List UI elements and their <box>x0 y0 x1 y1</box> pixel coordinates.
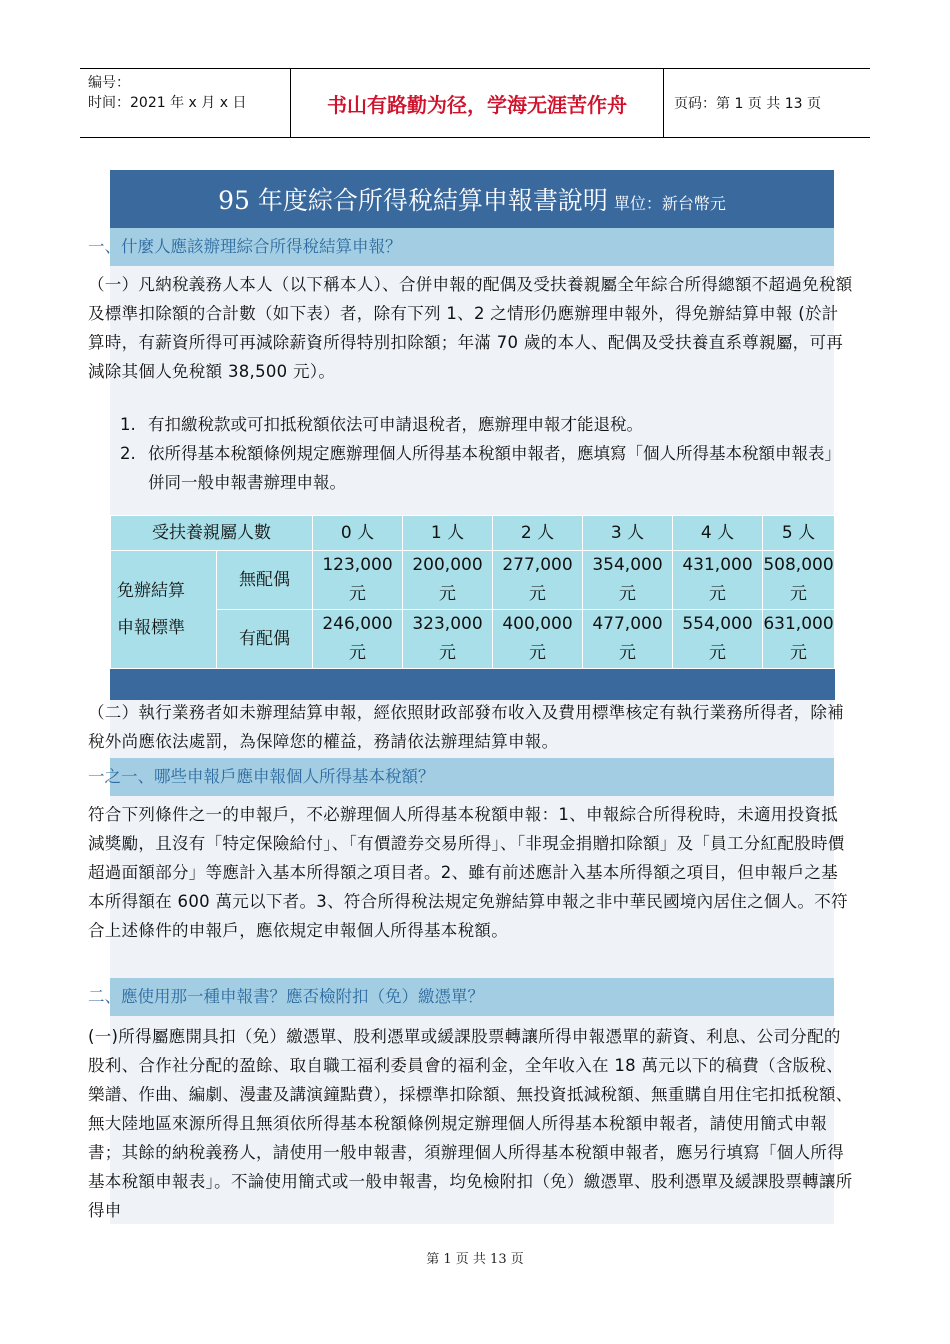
exemption-threshold-table <box>110 515 835 700</box>
table-row <box>111 551 835 610</box>
section-2-paragraph: (一)所得屬應開具扣（免）繳憑單、股利憑單或緩課股票轉讓所得申報憑單的薪資、利息、公司分配的股利、合作社分配的盈餘、取自職工福利委員會的福利金，全年收入在 18 萬元以下的稿費（含版稅、樂譜、作曲、編劇、漫畫及講演鐘點費），採標準扣除額、無投資抵減稅額、無重購自用住宅扣抵稅額、無大陸地區來源所得且無須依所得基本稅額條例規定辦理個人所得基本稅額申報者，請使用簡式申報書；其餘的納稅義務人，請使用一般申報書，須辦理個人所得基本稅額申報者，應另行填寫「個人所得基本稅額申報表」。不論使用簡式或一般申報書，均免檢附扣（免）繳憑單、股利憑單及緩課股票轉讓所得申 <box>88 1027 853 1220</box>
table-header-row <box>111 516 835 551</box>
column-header: 1 人 <box>403 516 493 551</box>
header-meta <box>80 69 291 137</box>
section-1-paragraph-2: （二）執行業務者如未辦理結算申報，經依照財政部發布收入及費用標準核定有執行業務所得者，除補稅外尚應依法處罰，為保障您的權益，務請依法辦理結算申報。 <box>88 703 844 751</box>
section-heading-1: 一、什麼人應該辦理綜合所得稅結算申報？ <box>110 228 834 266</box>
table-cell: 277,000 元 <box>493 551 583 610</box>
section-heading-2: 二、應使用那一種申報書？應否檢附扣（免）繳憑單？ <box>110 978 834 1016</box>
table-cell: 631,000 元 <box>763 610 835 669</box>
table-cell: 323,000 元 <box>403 610 493 669</box>
table-cell: 354,000 元 <box>583 551 673 610</box>
section-1-list <box>120 410 850 497</box>
table-cell: 123,000 元 <box>313 551 403 610</box>
section-heading-1-1: 一之一、哪些申報戶應申報個人所得基本稅額？ <box>110 758 834 796</box>
column-header: 5 人 <box>763 516 835 551</box>
document-header <box>80 68 870 138</box>
document-title-bar <box>110 170 834 228</box>
table-cell: 200,000 元 <box>403 551 493 610</box>
table-group-label: 免辦結算 申報標準 <box>111 551 217 669</box>
row-label: 有配偶 <box>217 610 313 669</box>
table-row <box>111 610 835 669</box>
list-item: 1. 有扣繳稅款或可扣抵稅額依法可申請退稅者，應辦理申報才能退稅。 <box>120 415 643 434</box>
table-cell: 477,000 元 <box>583 610 673 669</box>
list-item: 2. 依所得基本稅額條例規定應辦理個人所得基本稅額申報者，應填寫「個人所得基本稅額申報表」併同一般申報書辦理申報。 <box>120 444 841 492</box>
header-motto: 书山有路勤为径，学海无涯苦作舟 <box>291 69 664 137</box>
table-cell: 554,000 元 <box>673 610 763 669</box>
table-cell: 431,000 元 <box>673 551 763 610</box>
time-label: 时间：2021 年 x 月 x 日 <box>88 95 247 111</box>
number-label: 编号： <box>88 75 130 91</box>
column-header: 4 人 <box>673 516 763 551</box>
table-cell: 400,000 元 <box>493 610 583 669</box>
table-cell: 246,000 元 <box>313 610 403 669</box>
table-cell: 508,000 元 <box>763 551 835 610</box>
column-header: 3 人 <box>583 516 673 551</box>
column-header: 2 人 <box>493 516 583 551</box>
page-footer: 第 1 页 共 13 页 <box>426 1252 524 1267</box>
header-page-label: 页码：第 1 页 共 13 页 <box>674 96 821 112</box>
table-footer-band <box>111 669 835 700</box>
section-1-paragraph-1: （一）凡納稅義務人本人（以下稱本人）、合併申報的配偶及受扶養親屬全年綜合所得總額不超過免稅額及標準扣除額的合計數（如下表）者，除有下列 1、2 之情形仍應辦理申報外，得免辦結算申報 (於計算時，有薪資所得可再減除薪資所得特別扣除額；年滿 70 歲的本人、配偶及受扶養直系尊親屬，可再減除其個人免稅額 38,500 元）。 <box>88 275 853 381</box>
section-1-1-paragraph: 符合下列條件之一的申報戶，不必辦理個人所得基本稅額申報：1、申報綜合所得稅時，未適用投資抵減獎勵，且沒有「特定保險給付」、「有價證券交易所得」、「非現金捐贈扣除額」及「員工分紅配股時價超過面額部分」等應計入基本所得額之項目者。2、雖有前述應計入基本所得額之項目，但申報戶之基本所得額在 600 萬元以下者。3、符合所得稅法規定免辦結算申報之非中華民國境內居住之個人。不符合上述條件的申報戶，應依規定申報個人所得基本稅額。 <box>88 805 848 940</box>
column-header: 0 人 <box>313 516 403 551</box>
document-title: 95 年度綜合所得稅結算申報書說明 <box>218 186 608 215</box>
table-corner-label: 受扶養親屬人數 <box>111 516 313 551</box>
row-label: 無配偶 <box>217 551 313 610</box>
currency-unit: 單位：新台幣元 <box>613 193 726 213</box>
